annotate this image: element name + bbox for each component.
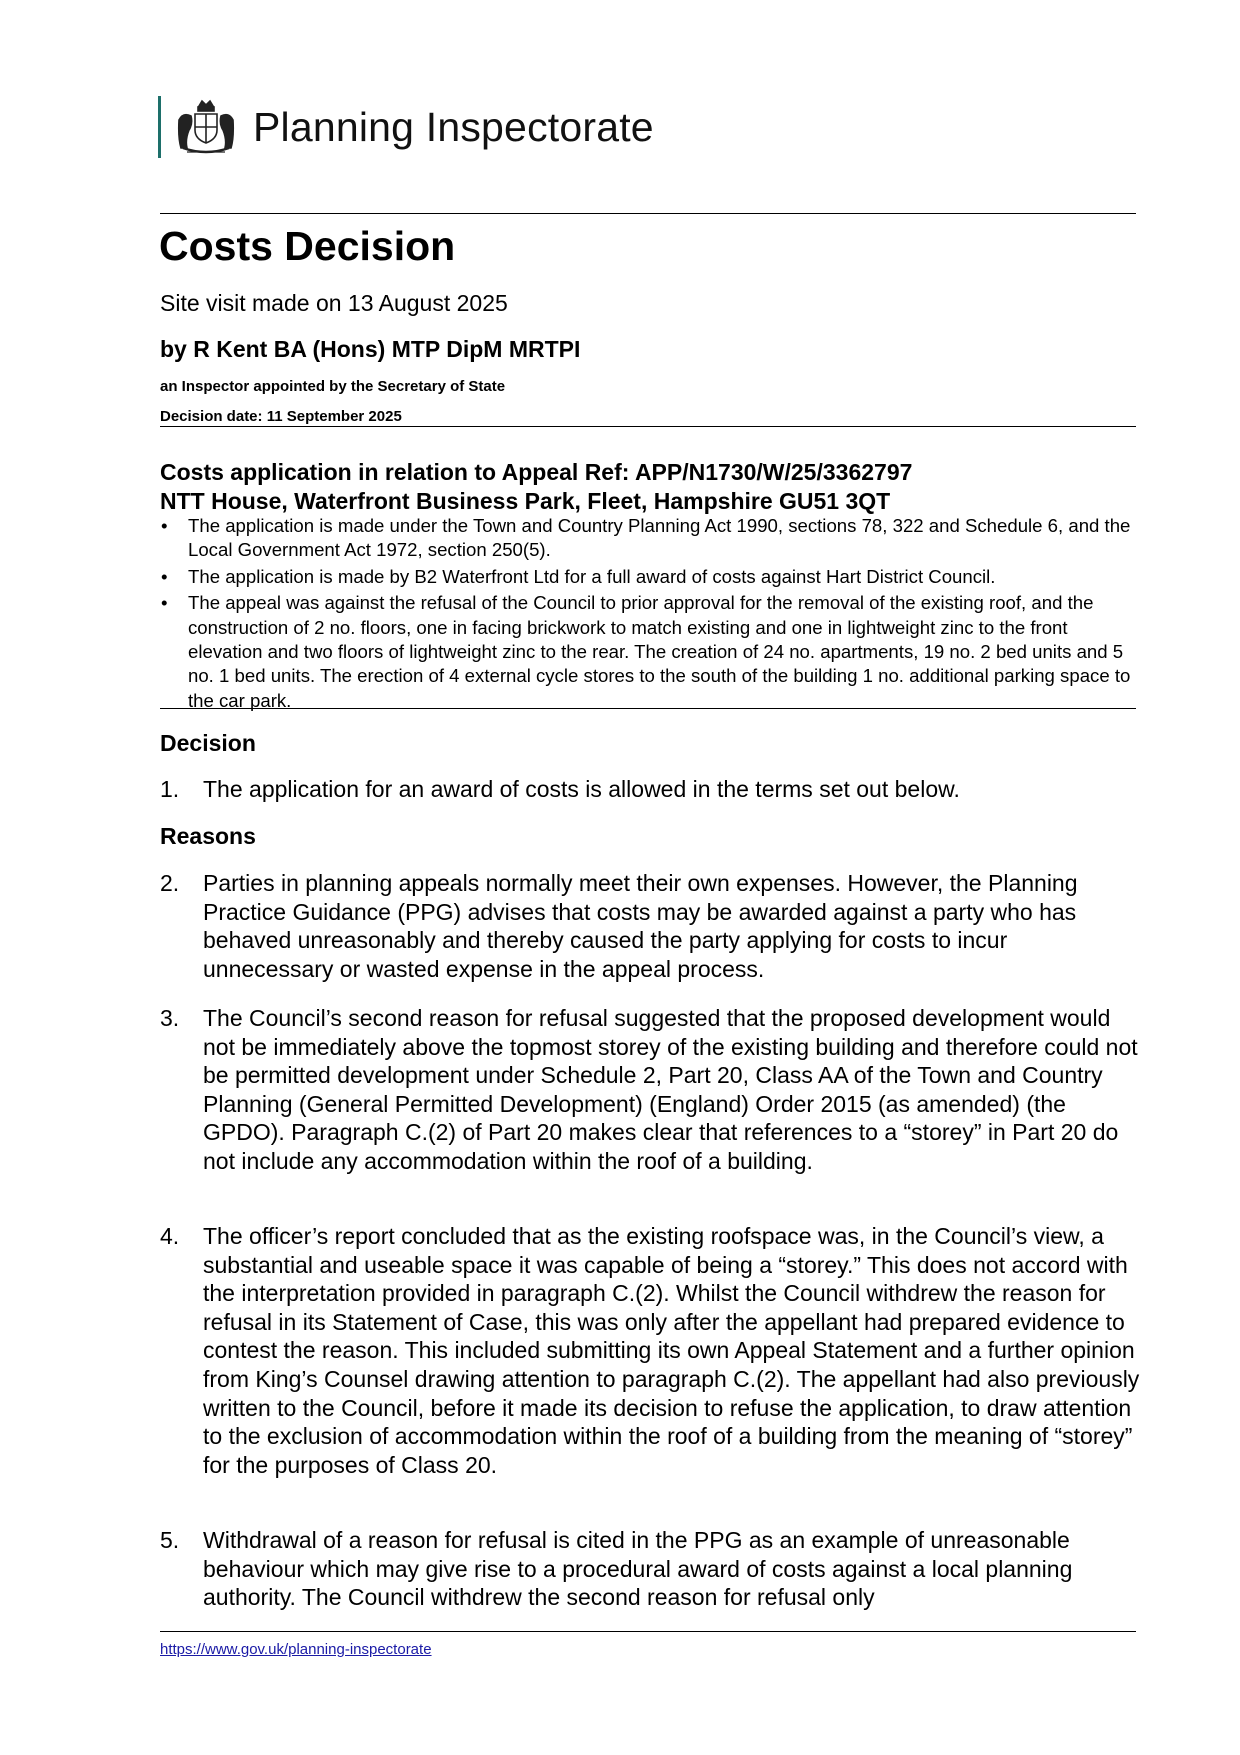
- decision-heading: Decision: [160, 730, 256, 756]
- inspector-name: by R Kent BA (Hons) MTP DipM MRTPI: [160, 336, 581, 362]
- header-logo: [158, 96, 654, 158]
- paragraph-1: 1. The application for an award of costs is allowed in the terms set out below.: [160, 776, 960, 802]
- decision-date: Decision date: 11 September 2025: [160, 408, 402, 425]
- list-item: • The application is made by B2 Waterfront Ltd for a full award of costs against Hart District Council.: [161, 565, 996, 587]
- application-details-list: [160, 514, 1136, 715]
- footer-link[interactable]: https://www.gov.uk/planning-inspectorate: [160, 1641, 432, 1658]
- list-item: • The application is made under the Town and Country Planning Act 1990, sections 78, 322 and Schedule 6, and the Local Government Act 1972, section 250(5).: [161, 515, 1131, 561]
- list-item: • The appeal was against the refusal of the Council to prior approval for the removal of the existing roof, and the construction of 2 no. floors, one in facing brickwork to match existing and one in lightweight zinc to the front elevation and two floors of lightweight zinc to the rear. The creation of 24 no. apartments, 19 no. 2 bed units and 5 no. 1 bed units. The erection of 4 external cycle stores to the south of the building 1 no. additional parking space to the car park.: [161, 592, 1131, 711]
- footer-divider: [160, 1631, 1136, 1632]
- paragraph-3: 3. The Council’s second reason for refusal suggested that the proposed development would not be immediately above the topmost storey of the existing building and therefore could not be permitted development under Schedule 2, Part 20, Class AA of the Town and Country Planning (General Permitted Development) (England) Order 2015 (as amended) (the GPDO). Paragraph C.(2) of Part 20 makes clear that references to a “storey” in Part 20 do not include any accommodation within the roof of a building.: [160, 1005, 1138, 1174]
- appeal-ref-line: Costs application in relation to Appeal Ref: APP/N1730/W/25/3362797: [160, 459, 913, 485]
- meta-divider: [160, 426, 1136, 427]
- inspector-appointment: an Inspector appointed by the Secretary of State: [160, 378, 506, 395]
- appeal-reference-block: [160, 458, 912, 516]
- logo-accent-bar: [158, 96, 161, 158]
- site-visit-date: Site visit made on 13 August 2025: [160, 290, 508, 316]
- organisation-name: Planning Inspectorate: [253, 103, 654, 150]
- paragraph-2: 2. Parties in planning appeals normally meet their own expenses. However, the Planning Practice Guidance (PPG) advises that costs may be awarded against a party who has behaved unreasonably and thereby caused the party applying for costs to incur unnecessary or wasted expense in the appeal process.: [160, 870, 1078, 982]
- reasons-heading: Reasons: [160, 823, 256, 849]
- details-divider: [160, 708, 1136, 709]
- header-divider: [160, 213, 1136, 214]
- paragraph-5: 5. Withdrawal of a reason for refusal is cited in the PPG as an example of unreasonable behaviour which may give rise to a procedural award of costs against a local planning authority. The Council withdrew the second reason for refusal only: [160, 1527, 1073, 1611]
- paragraph-4: 4. The officer’s report concluded that as the existing roofspace was, in the Council’s view, a substantial and useable space it was capable of being a “storey.” This does not accord with the interpretation provided in paragraph C.(2). Whilst the Council withdrew the reason for refusal in its Statement of Case, this was only after the appellant had prepared evidence to contest the reason. This included submitting its own Appeal Statement and a further opinion from King’s Counsel drawing attention to paragraph C.(2). The appellant had also previously written to the Council, before it made its decision to refuse the application, to draw attention to the exclusion of accommodation within the roof of a building from the meaning of “storey” for the purposes of Class 20.: [160, 1223, 1140, 1478]
- royal-crest-icon: [173, 96, 239, 158]
- site-address-line: NTT House, Waterfront Business Park, Fleet, Hampshire GU51 3QT: [160, 488, 891, 514]
- document-title: Costs Decision: [159, 223, 456, 269]
